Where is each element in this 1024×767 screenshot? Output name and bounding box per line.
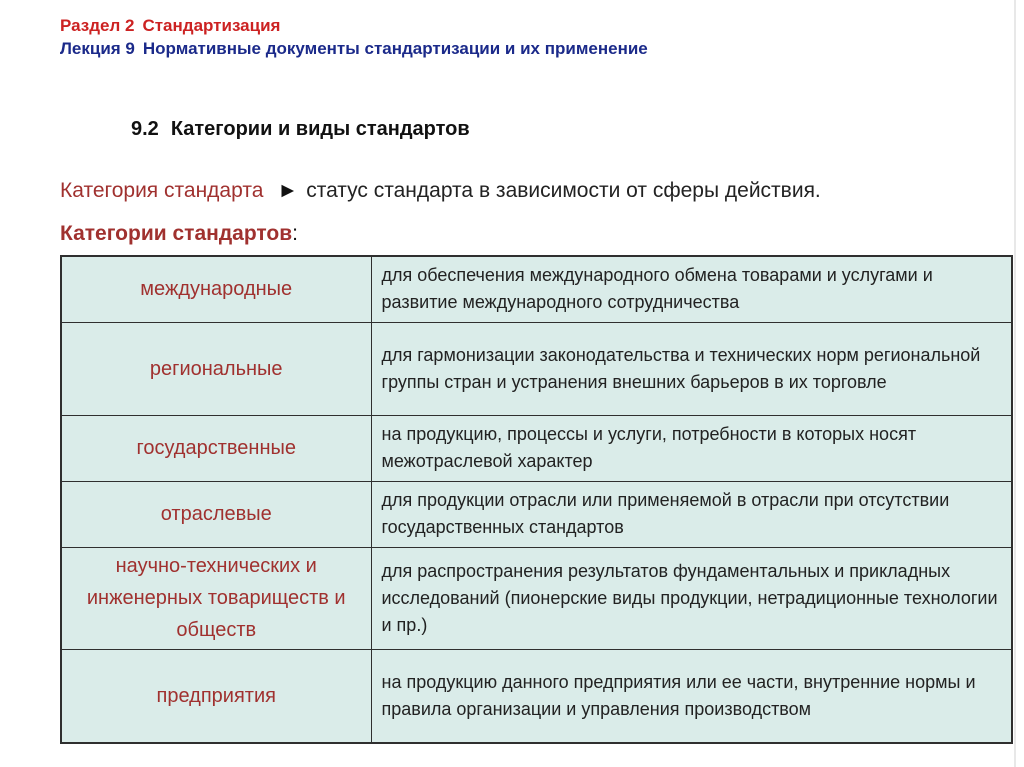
table-row <box>61 415 1012 481</box>
category-cell: предприятия <box>61 649 371 743</box>
lecture-label: Лекция 9 <box>60 39 135 58</box>
description-cell: для обеспечения международного обмена товарами и услугами и развитие международного сотрудничества <box>371 256 1012 322</box>
arrow-right-icon: ► <box>277 179 299 202</box>
subsection-title <box>131 118 470 141</box>
table-row <box>61 649 1012 743</box>
description-cell: для гармонизации законодательства и технических норм региональной группы стран и устранения внешних барьеров в их торговле <box>371 322 1012 415</box>
subsection-number: 9.2 <box>131 118 159 140</box>
categories-table <box>60 255 1013 744</box>
slide-edge-divider <box>1014 0 1016 767</box>
description-cell: на продукцию, процессы и услуги, потребности в которых носят межотраслевой характер <box>371 415 1012 481</box>
category-cell: отраслевые <box>61 481 371 547</box>
table-row <box>61 547 1012 649</box>
table-row <box>61 481 1012 547</box>
description-cell: для продукции отрасли или применяемой в отрасли при отсутствии государственных стандартов <box>371 481 1012 547</box>
section-header <box>60 16 280 36</box>
subsection-title-text: Категории и виды стандартов <box>170 118 470 140</box>
lecture-name: Нормативные документы стандартизации и их применение <box>142 39 648 58</box>
description-cell: на продукцию данного предприятия или ее части, внутренние нормы и правила организации и управления производством <box>371 649 1012 743</box>
description-cell: для распространения результатов фундаментальных и прикладных исследований (пионерские виды продукции, нетрадиционные технологии и пр.) <box>371 547 1012 649</box>
category-cell: региональные <box>61 322 371 415</box>
category-cell: научно-технических и инженерных товариществ и обществ <box>61 547 371 649</box>
definition-term: Категория стандарта <box>60 179 264 202</box>
table-row <box>61 256 1012 322</box>
category-cell: международные <box>61 256 371 322</box>
category-cell: государственные <box>61 415 371 481</box>
definition-text: статус стандарта в зависимости от сферы действия. <box>306 179 821 202</box>
categories-table-wrapper <box>60 255 1013 744</box>
lecture-header <box>60 39 648 59</box>
categories-heading-colon: : <box>292 222 298 245</box>
categories-heading <box>60 222 298 246</box>
definition-line <box>60 179 821 203</box>
categories-heading-text: Категории стандартов <box>60 222 293 245</box>
section-label: Раздел 2 <box>60 16 135 35</box>
section-name: Стандартизация <box>142 16 281 35</box>
table-row <box>61 322 1012 415</box>
